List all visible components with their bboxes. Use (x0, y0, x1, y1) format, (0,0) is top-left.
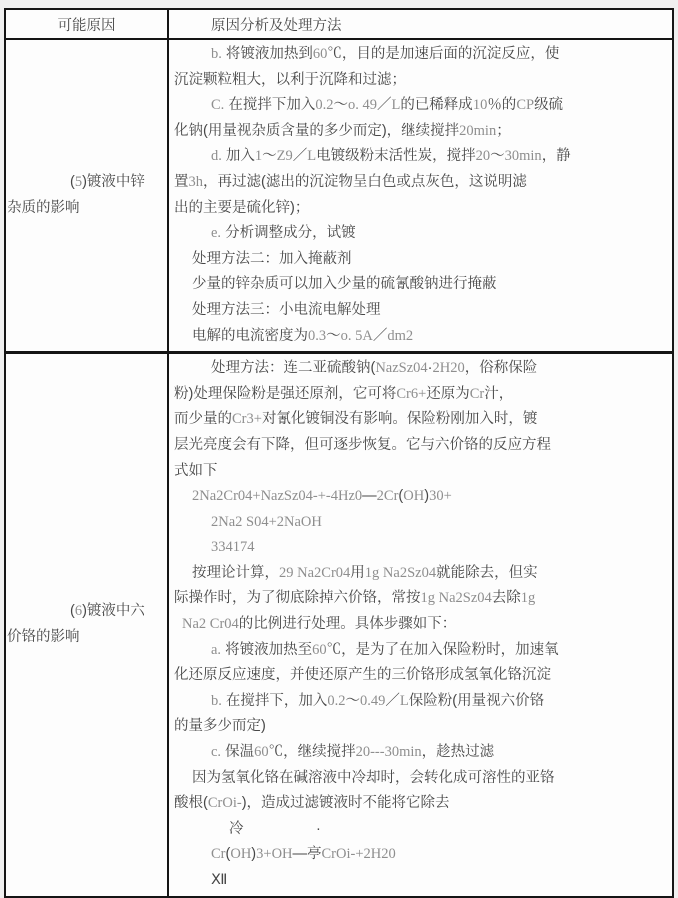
latin-text: o. 5A (340, 327, 373, 344)
latin-text: Z9 (276, 148, 293, 165)
analysis-line: 化还原反应速度，并使还原产生的三价铬形成氢氧化铬沉淀 (174, 667, 551, 684)
analysis-line: 粉)处理保险粉是强还原剂，它可将Cr6+还原为Cr汁， (174, 385, 514, 402)
latin-text: L (307, 148, 317, 165)
analysis-line: b. 将镀液加热到60℃，目的是加速后面的沉淀反应，使 (211, 46, 560, 62)
latin-text: c. (211, 744, 222, 761)
latin-text: 1g (520, 590, 536, 607)
latin-text: 30+ (429, 488, 452, 505)
analysis-line: 而少量的Cr3+对氰化镀铜没有影响。保险粉刚加入时，镀 (174, 411, 538, 428)
latin-text: 2Na2 S04+2NaOH (211, 513, 322, 530)
table-row (6, 351, 672, 895)
analysis-line: 处理方法：连二亚硫酸钠(NazSz04·2H20，俗称保险 (211, 360, 538, 377)
latin-text: 5 (74, 173, 83, 190)
latin-text: Cr3+ (232, 411, 262, 428)
latin-text: C. (211, 97, 225, 114)
latin-text: o. 49 (347, 97, 377, 114)
analysis-line: 处理方法二：加入掩蔽剂 (192, 250, 352, 267)
latin-text: dm2 (387, 327, 414, 344)
analysis-cell (169, 354, 672, 895)
latin-text: 1g Na2Sz04 (420, 590, 492, 607)
latin-text: 0.49 (360, 692, 386, 709)
analysis-line: 沉淀颗粒粗大，以利于沉降和过滤； (174, 71, 406, 88)
cause-line: 价铬的影响 (7, 628, 80, 645)
analysis-line: Ⅻ (211, 872, 228, 888)
analysis-line: 少量的锌杂质可以加入少量的硫氰酸钠进行掩蔽 (192, 276, 497, 293)
latin-text: 20 (475, 148, 491, 165)
column-header-possible-cause: 可能原因 (6, 10, 169, 38)
latin-text: 60 (312, 641, 327, 658)
latin-text: 334174 (211, 539, 255, 556)
latin-text: L (391, 97, 401, 114)
cause-line: 杂质的影响 (7, 199, 80, 216)
analysis-line: C. 在搅拌下加入0.2～o. 49／L的已稀释成10％的CP级硫 (211, 97, 564, 114)
analysis-line: 化钠(用量视杂质含量的多少而定)，继续搅拌20min； (174, 122, 511, 139)
latin-text: Cr (469, 385, 485, 402)
cause-analysis-table (4, 8, 674, 898)
latin-text: 60 (312, 46, 328, 62)
latin-text: CP (516, 97, 535, 114)
latin-text: 0.2 (327, 692, 346, 709)
latin-text: CrOi-+2H20 (321, 846, 396, 863)
latin-text: OH (230, 846, 252, 863)
latin-text: d. (211, 148, 222, 165)
latin-text: 2H20 (432, 360, 465, 377)
latin-text: 20min (459, 122, 497, 139)
analysis-line: 2Na2Cr04+NazSz04-+-4Hz0—2Cr(OH)30+ (192, 488, 452, 505)
latin-text: L (399, 692, 409, 709)
analysis-line: b. 在搅拌下，加入0.2～0.49／L保险粉(用量视六价铬 (211, 692, 545, 709)
analysis-line: a. 将镀液加热至60℃，是为了在加入保险粉时，加速氧 (211, 641, 559, 658)
analysis-line: Cr(OH)3+OH—亭CrOi-+2H20 (211, 846, 396, 863)
latin-text: 0.3 (308, 327, 327, 344)
latin-text: 29 Na2Cr04 (279, 564, 351, 581)
analysis-line: 式如下 (174, 462, 218, 479)
latin-text: 20---30min (355, 744, 422, 761)
latin-text: 1 (254, 148, 263, 165)
analysis-line: 电解的电流密度为0.3～o. 5A／dm2 (192, 327, 414, 344)
latin-text: 2Cr (376, 488, 399, 505)
analysis-line: c. 保温60℃，继续搅拌20---30min，趁热过滤 (211, 744, 495, 761)
latin-text: b. (211, 46, 222, 62)
analysis-line: 际操作时，为了彻底除掉六价铬，常按1g Na2Sz04去除1g (174, 590, 536, 607)
latin-text: Cr (211, 846, 226, 863)
cause-cell (6, 354, 169, 895)
latin-text: b. (211, 692, 222, 709)
analysis-line: 冷 · (229, 820, 321, 837)
cause-line: (5)镀液中锌 (70, 173, 145, 190)
latin-text: OH (403, 488, 425, 505)
latin-text: 3h (188, 173, 203, 190)
analysis-line (169, 535, 668, 561)
analysis-line: 出的主要是硫化锌)； (174, 199, 310, 216)
latin-text: CrOi- (207, 795, 242, 812)
latin-text: NazSz04 (375, 360, 428, 377)
table-header-row (6, 10, 672, 40)
analysis-line: d. 加入1～Z9／L电镀级粉末活性炭，搅拌20～30min，静 (211, 148, 571, 165)
table-row (6, 40, 672, 351)
latin-text: 10 (472, 97, 488, 114)
analysis-line: 层光亮度会有下降，但可逐步恢复。它与六价铬的反应方程 (174, 436, 551, 453)
analysis-line: Na2 Cr04的比例进行处理。具体步骤如下： (182, 616, 457, 633)
latin-text: 0.2 (315, 97, 334, 114)
cause-line: (6)镀液中六 (70, 603, 145, 620)
table-body (6, 40, 672, 896)
analysis-line: 置3h，再过滤(滤出的沉淀物呈白色或点灰色，这说明滤 (174, 173, 527, 190)
analysis-cell (169, 40, 672, 351)
latin-text: 1g Na2Sz04 (364, 564, 437, 581)
analysis-line: 酸根(CrOi-)，造成过滤镀液时不能将它除去 (174, 795, 450, 812)
analysis-line (169, 510, 668, 536)
latin-text: e. (211, 225, 222, 242)
latin-text: Cr6+ (396, 385, 427, 402)
latin-text: 6 (74, 603, 83, 620)
analysis-line: 的量多少而定) (174, 718, 266, 735)
latin-text: Na2 Cr04 (182, 616, 239, 633)
column-header-analysis-treatment: 原因分析及处理方法 (211, 17, 342, 34)
analysis-line: 按理论计算，29 Na2Cr04用1g Na2Sz04就能除去，但实 (192, 564, 538, 581)
latin-text: 2Na2Cr04+NazSz04-+-4Hz0 (192, 488, 363, 505)
latin-text: 3+OH (256, 846, 293, 863)
latin-text: 60 (254, 744, 269, 761)
cause-cell (6, 40, 169, 351)
latin-text: a. (211, 641, 222, 658)
analysis-line: 因为氢氧化铬在碱溶液中冷却时，会转化成可溶性的亚铬 (192, 769, 555, 786)
analysis-line: e. 分析调整成分，试镀 (211, 225, 356, 242)
latin-text: 30min (504, 148, 542, 165)
analysis-line: 处理方法三：小电流电解处理 (192, 301, 381, 318)
